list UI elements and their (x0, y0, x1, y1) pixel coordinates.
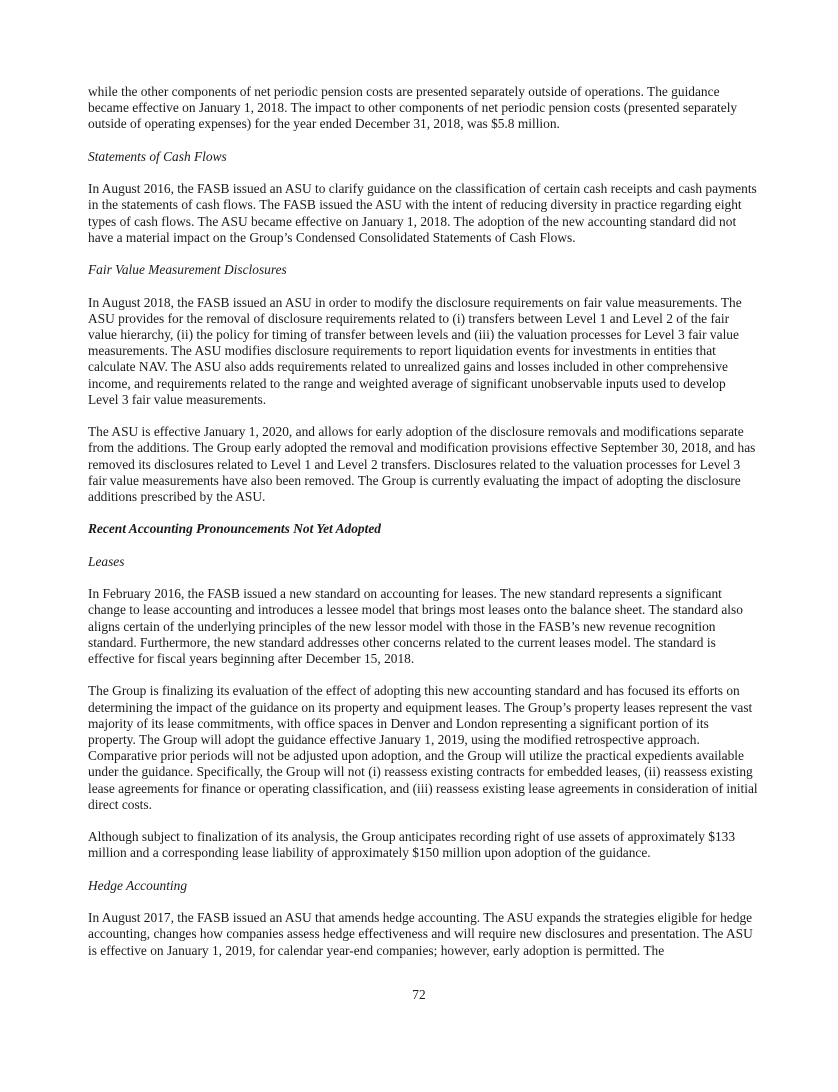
paragraph-cash-flows-asu: In August 2016, the FASB issued an ASU to clarify guidance on the classification of certain cash receipts and cash payments in the statements of cash flows. The FASB issued the ASU with the intent of reducing diversity in practice regarding eight types of cash flows. The ASU became effective on January 1, 2018. The adoption of the new accounting standard did not have a material impact on the Group’s Condensed Consolidated Statements of Cash Flows. (88, 181, 757, 245)
heading-recent-pronouncements: Recent Accounting Pronouncements Not Yet Adopted (88, 521, 381, 537)
paragraph-leases-evaluation: The Group is finalizing its evaluation of the effect of adopting this new accounting standard and has focused its efforts on determining the impact of the guidance on its property and equipment leases. The Group’s property leases represent the vast majority of its lease commitments, with office spaces in Denver and London representing a significant portion of its property. The Group will adopt the guidance effective January 1, 2019, using the modified retrospective approach. Comparative prior periods will not be adjusted upon adoption, and the Group will utilize the practical expedients available under the guidance. Specifically, the Group will not (i) reassess existing contracts for embedded leases, (ii) reassess existing lease agreements for finance or operating classification, and (iii) reassess existing lease agreements in consideration of initial direct costs. (88, 683, 758, 812)
paragraph-fair-value-asu: In August 2018, the FASB issued an ASU in order to modify the disclosure requirements on fair value measurements. The ASU provides for the removal of disclosure requirements related to (i) transfers between Level 1 and Level 2 of the fair value hierarchy, (ii) the policy for timing of transfer between levels and (iii) the valuation processes for Level 3 fair value measurements. The ASU modifies disclosure requirements to report liquidation events for investments in entities that calculate NAV. The ASU also adds requirements related to unrealized gains and losses included in other comprehensive income, and requirements related to the range and weighted average of significant unobservable inputs used to develop Level 3 fair value measurements. (88, 294, 742, 407)
heading-fair-value-measurement: Fair Value Measurement Disclosures (88, 262, 287, 278)
page-number: 72 (412, 987, 426, 1002)
paragraph-fair-value-effective: The ASU is effective January 1, 2020, and allows for early adoption of the disclosure removals and modifications separate from the additions. The Group early adopted the removal and modification provisions effective September 30, 2018, and has removed its disclosures related to Level 1 and Level 2 transfers. Disclosures related to the valuation processes for Level 3 fair value measurements have also been removed. The Group is currently evaluating the impact of adopting the disclosure additions prescribed by the ASU. (88, 424, 756, 504)
paragraph-leases-estimate: Although subject to finalization of its analysis, the Group anticipates recording right of use assets of approximately $133 million and a corresponding lease liability of approximately $150 million upon adoption of the guidance. (88, 829, 736, 861)
paragraph-pension-costs: while the other components of net periodic pension costs are presented separately outside of operations. The guidance became effective on January 1, 2018. The impact to other components of net periodic pension costs (presented separately outside of operating expenses) for the year ended December 31, 2018, was $5.8 million. (88, 84, 738, 132)
paragraph-leases-standard: In February 2016, the FASB issued a new standard on accounting for leases. The new standard represents a significant change to lease accounting and introduces a lessee model that brings most leases onto the balance sheet. The standard also aligns certain of the underlying principles of the new lessor model with those in the FASB’s new revenue recognition standard. Furthermore, the new standard addresses other concerns related to the current leases model. The standard is effective for fiscal years beginning after December 15, 2018. (88, 586, 743, 666)
heading-leases: Leases (88, 553, 125, 569)
heading-statements-of-cash-flows: Statements of Cash Flows (88, 148, 227, 164)
heading-hedge-accounting: Hedge Accounting (88, 877, 188, 893)
document-body (88, 84, 758, 975)
paragraph-hedge-accounting: In August 2017, the FASB issued an ASU that amends hedge accounting. The ASU expands the strategies eligible for hedge accounting, changes how companies assess hedge effectiveness and will require new disclosures and presentation. The ASU is effective on January 1, 2019, for calendar year-end companies; however, early adoption is permitted. The (88, 910, 753, 958)
